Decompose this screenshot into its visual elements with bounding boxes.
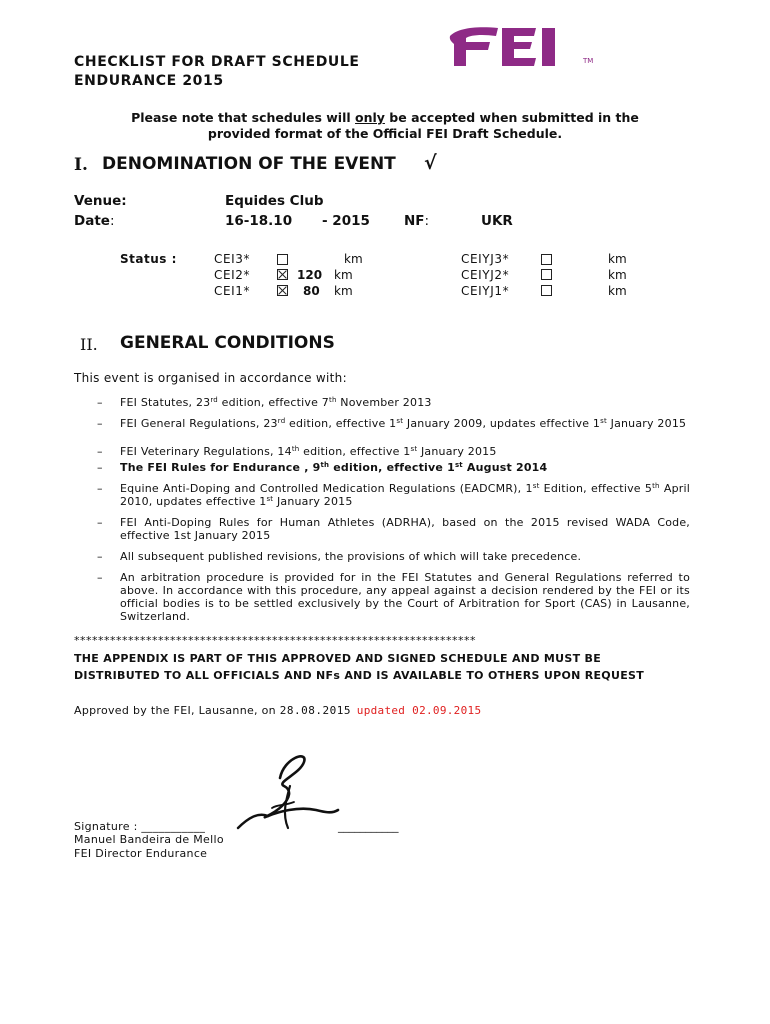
checkbox-ceiyj3[interactable]	[541, 254, 552, 265]
status-km-cei1: 80	[303, 284, 320, 298]
condition-revisions: All subsequent published revisions, the provisions of which will take precedence.	[120, 550, 582, 563]
checkbox-ceiyj2[interactable]	[541, 269, 552, 280]
status-code-cei2: CEI2*	[214, 268, 251, 282]
condition-arbitration: An arbitration procedure is provided for in the FEI Statutes and General Regulations referred to above. In accordance with this procedure, any appeal against a decision rendered by the FEI or its official bodies is to be settled exclusively by the Court of Arbitration for Sport (CAS) in Lausanne, Switzerland.	[120, 571, 690, 623]
list-dash: –	[97, 550, 103, 563]
logo-trademark: TM	[583, 57, 594, 65]
status-label: Status :	[120, 252, 177, 266]
list-dash: –	[97, 445, 103, 458]
signature-label: Signature : ___________	[74, 820, 206, 833]
separator-stars: *******************************************************************	[74, 634, 476, 647]
conditions-intro: This event is organised in accordance with:	[74, 371, 347, 385]
date-label: Date:	[74, 213, 115, 229]
condition-general-regulations: FEI General Regulations, 23rd edition, effective 1st January 2009, updates effective 1st January 2015	[120, 417, 687, 430]
nf-value: UKR	[481, 213, 513, 229]
status-code-ceiyj1: CEIYJ1*	[461, 284, 510, 298]
signatory-role: FEI Director Endurance	[74, 847, 208, 860]
nf-label: NF:	[404, 213, 430, 229]
venue-label: Venue:	[74, 193, 127, 209]
condition-veterinary-regulations: FEI Veterinary Regulations, 14th edition, effective 1st January 2015	[120, 445, 497, 458]
document-title-line2: ENDURANCE 2015	[74, 73, 224, 89]
status-unit-ceiyj2: km	[608, 268, 627, 282]
date-year: - 2015	[322, 213, 370, 229]
status-code-ceiyj3: CEIYJ3*	[461, 252, 510, 266]
list-dash: –	[97, 516, 103, 529]
submission-note-line2: provided format of the Official FEI Draft Schedule.	[207, 126, 563, 141]
submission-note-line1: Please note that schedules will only be accepted when submitted in the	[131, 110, 639, 125]
approval-updated: updated 02.09.2015	[356, 704, 482, 717]
fei-logo	[446, 22, 586, 72]
section2-title: GENERAL CONDITIONS	[120, 333, 335, 353]
condition-endurance-rules: The FEI Rules for Endurance , 9th edition, effective 1st August 2014	[120, 461, 548, 474]
section1-title: DENOMINATION OF THE EVENT	[102, 154, 396, 174]
section2-numeral: II.	[80, 335, 98, 354]
status-unit-ceiyj1: km	[608, 284, 627, 298]
checkbox-ceiyj1[interactable]	[541, 285, 552, 296]
venue-value: Equides Club	[225, 193, 324, 209]
list-dash: –	[97, 461, 103, 474]
handwritten-signature	[228, 748, 348, 830]
approval-date: 28.08.2015	[279, 704, 351, 717]
status-code-cei1: CEI1*	[214, 284, 251, 298]
note-emphasis: only	[355, 110, 385, 125]
status-code-ceiyj2: CEIYJ2*	[461, 268, 510, 282]
checkmark-icon: √	[424, 152, 437, 174]
approval-line: Approved by the FEI, Lausanne, on 28.08.2015 updated 02.09.2015	[74, 704, 482, 717]
signature-second-line: ___________	[338, 820, 399, 833]
appendix-notice-line2: DISTRIBUTED TO ALL OFFICIALS AND NFs AND IS AVAILABLE TO OTHERS UPON REQUEST	[74, 669, 645, 682]
list-dash: –	[97, 482, 103, 495]
status-unit-cei1: km	[334, 284, 353, 298]
list-dash: –	[97, 571, 103, 584]
checkbox-cei3[interactable]	[277, 254, 288, 265]
condition-eadcmr: Equine Anti-Doping and Controlled Medication Regulations (EADCMR), 1st Edition, effective 5th April 2010, updates effective 1st January 2015	[120, 482, 690, 508]
appendix-notice-line1: THE APPENDIX IS PART OF THIS APPROVED AND SIGNED SCHEDULE AND MUST BE	[74, 652, 602, 665]
condition-adrha: FEI Anti-Doping Rules for Human Athletes (ADRHA), based on the 2015 revised WADA Code, effective 1st January 2015	[120, 516, 690, 542]
list-dash: –	[97, 396, 103, 409]
checkbox-cei2-checked[interactable]	[277, 269, 288, 280]
document-title-line1: CHECKLIST FOR DRAFT SCHEDULE	[74, 54, 360, 70]
section1-numeral: I.	[74, 155, 88, 175]
checkbox-cei1-checked[interactable]	[277, 285, 288, 296]
status-code-cei3: CEI3*	[214, 252, 251, 266]
status-unit-cei2: km	[334, 268, 353, 282]
signatory-name: Manuel Bandeira de Mello	[74, 833, 224, 846]
logo-text	[446, 22, 447, 23]
status-unit-ceiyj3: km	[608, 252, 627, 266]
list-dash: –	[97, 417, 103, 430]
date-value: 16-18.10	[225, 213, 293, 229]
condition-fei-statutes: FEI Statutes, 23rd edition, effective 7th November 2013	[120, 396, 432, 409]
status-unit-cei3: km	[344, 252, 363, 266]
status-km-cei2: 120	[297, 268, 323, 282]
